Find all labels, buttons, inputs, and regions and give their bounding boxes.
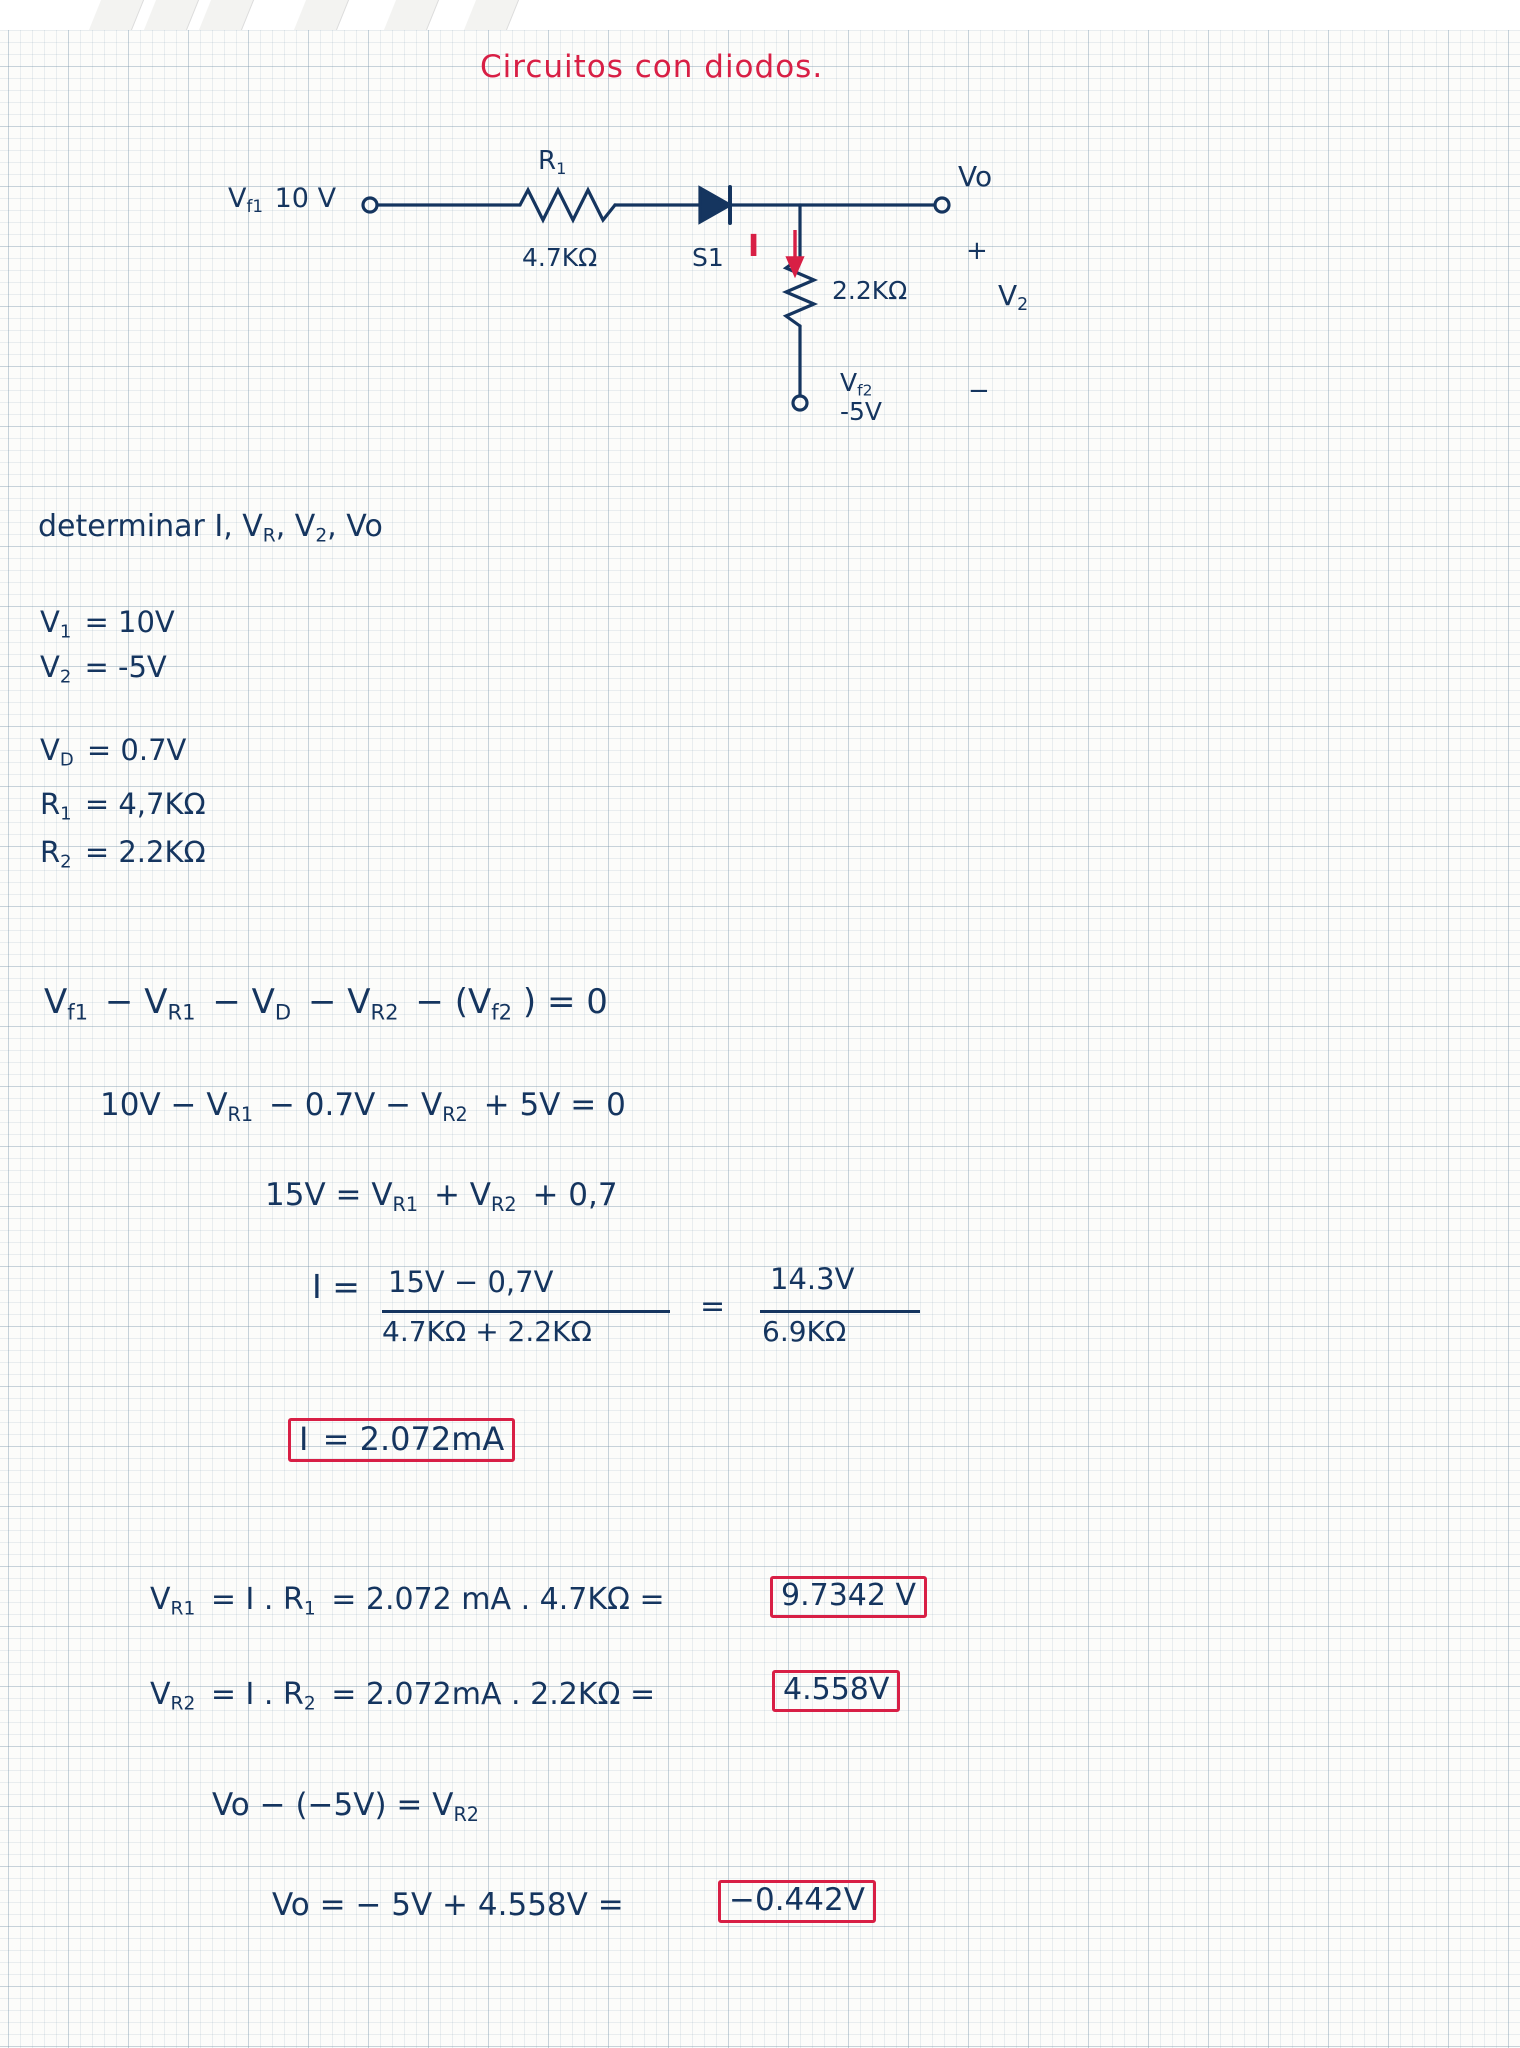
result-current-box: I = 2.072mA — [288, 1418, 515, 1462]
current-fraction2-numerator: 14.3V — [770, 1262, 855, 1296]
result-vo-box: −0.442V — [718, 1880, 876, 1923]
result-vr1-row: $V_{R1} = I$ . $R_1 = 2.072$ mA . 4.7KΩ = — [150, 1582, 665, 1620]
polarity-minus: − — [968, 376, 990, 406]
r1-label: $R_1$ — [538, 146, 567, 178]
current-fraction-numerator: 15V − 0,7V — [388, 1265, 554, 1299]
vo-equation: $Vo - (-5V) = V_{R2}$ — [212, 1787, 479, 1826]
current-fraction-label: I = — [312, 1267, 360, 1306]
r2-value: 2.2KΩ — [832, 276, 908, 305]
v2-label: $V_2$ — [998, 279, 1029, 316]
given-vd: $V_D = 0.7V$ — [40, 733, 187, 771]
kvl-equation: $V_{f1} - V_{R1} - V_D - V_{R2} - (V_{f2}$ ) = 0 — [44, 982, 608, 1025]
source-v2-label: $V_{f2}$ -5V — [840, 368, 883, 426]
given-r2: $R_2 = 2.2K\Omega$ — [40, 835, 206, 873]
source-v1-label: $V_{f1}$ 10 V — [228, 183, 337, 217]
given-v2: $V_2 = -5V$ — [40, 650, 167, 688]
vo-node-label: Vo — [958, 160, 993, 193]
result-vr1-box: 9.7342 V — [770, 1576, 927, 1618]
current-fraction2-denominator: 6.9KΩ — [762, 1315, 847, 1348]
given-v1: $V_1 = 10V$ — [40, 605, 175, 643]
r1-value: 4.7KΩ — [522, 243, 598, 272]
page-title: Circuitos con diodos. — [480, 49, 824, 85]
equals-sign: = — [700, 1289, 726, 1324]
current-fraction-denominator: 4.7KΩ + 2.2KΩ — [382, 1315, 592, 1348]
result-vr2-row: $V_{R2} = I$ . $R_2 = 2.072mA$ . 2.2KΩ = — [150, 1677, 656, 1715]
polarity-plus: + — [966, 236, 988, 266]
result-vr2-box: 4.558V — [772, 1670, 900, 1712]
given-r1: $R_1 = 4,7K\Omega$ — [40, 787, 206, 825]
current-label: I — [748, 229, 760, 264]
problem-statement: determinar I, $V_R$, $V_2$, Vo — [38, 509, 383, 547]
fraction-bar-1 — [382, 1310, 670, 1313]
diode-label: S1 — [692, 243, 724, 272]
kvl-rearranged: $15V = V_{R1} + V_{R2} + 0,7$ — [265, 1177, 618, 1216]
vo-final-equation: Vo = − 5V + 4.558V = — [272, 1887, 624, 1923]
kvl-substituted: $10V - V_{R1} - 0.7V - V_{R2} + 5V = 0$ — [100, 1087, 626, 1126]
fraction-bar-2 — [760, 1310, 920, 1313]
